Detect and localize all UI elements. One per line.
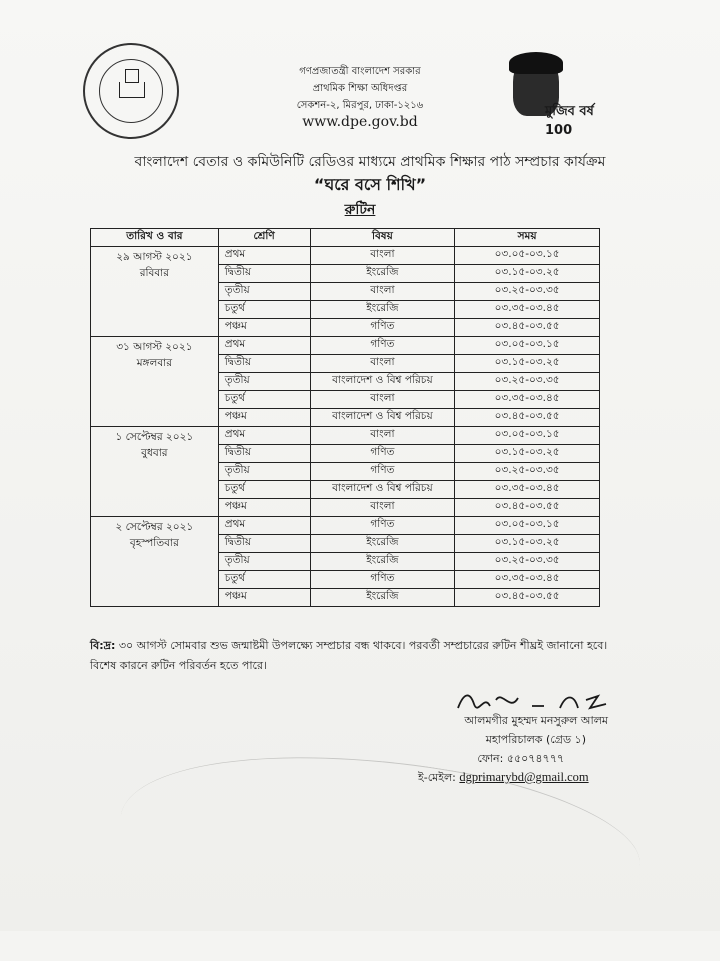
class-cell: পঞ্চম — [218, 499, 310, 517]
class-cell: প্রথম — [218, 337, 310, 355]
email-link[interactable]: dgprimarybd@gmail.com — [459, 770, 589, 784]
weekday-text: বৃহস্পতিবার — [129, 537, 179, 549]
class-cell: দ্বিতীয় — [218, 355, 310, 373]
subject-cell: বাংলা — [310, 355, 455, 373]
time-cell: ০৩.০৫-০৩.১৫ — [455, 427, 600, 445]
class-cell: দ্বিতীয় — [218, 265, 310, 283]
class-cell: চতুর্থ — [218, 391, 310, 409]
date-cell — [91, 247, 219, 337]
routine-table-body — [91, 247, 600, 607]
class-cell: প্রথম — [218, 427, 310, 445]
time-cell: ০৩.৩৫-০৩.৪৫ — [455, 481, 600, 499]
email-label: ই-মেইল: — [418, 771, 456, 784]
class-cell: চতুর্থ — [218, 571, 310, 589]
time-cell: ০৩.০৫-০৩.১৫ — [455, 337, 600, 355]
class-cell: চতুর্থ — [218, 481, 310, 499]
subject-cell: গণিত — [310, 337, 455, 355]
date-cell — [91, 517, 219, 607]
seal-pillar-icon — [125, 69, 139, 83]
subject-cell: গণিত — [310, 517, 455, 535]
time-cell: ০৩.২৫-০৩.৩৫ — [455, 553, 600, 571]
time-cell: ০৩.৩৫-০৩.৪৫ — [455, 571, 600, 589]
class-cell: প্রথম — [218, 517, 310, 535]
time-cell: ০৩.৪৫-০৩.৫৫ — [455, 499, 600, 517]
time-cell: ০৩.১৫-০৩.২৫ — [455, 445, 600, 463]
time-cell: ০৩.২৫-০৩.৩৫ — [455, 373, 600, 391]
time-cell: ০৩.১৫-০৩.২৫ — [455, 355, 600, 373]
document-title: বাংলাদেশ বেতার ও কমিউনিটি রেডিওর মাধ্যমে প্রাথমিক শিক্ষার পাঠ সম্প্রচার কার্যক্রম — [134, 154, 606, 170]
time-cell: ০৩.১৫-০৩.২৫ — [455, 265, 600, 283]
class-cell: দ্বিতীয় — [218, 445, 310, 463]
header-subject: বিষয় — [310, 229, 455, 247]
header-line-directorate: প্রাথমিক শিক্ষা অধিদপ্তর — [312, 83, 408, 94]
office-header — [230, 63, 490, 131]
header-website: www.dpe.gov.bd — [302, 114, 418, 130]
class-cell: চতুর্থ — [218, 301, 310, 319]
mujib-borsho-logo — [503, 52, 623, 138]
table-row — [91, 247, 600, 265]
class-cell: পঞ্চম — [218, 319, 310, 337]
time-cell: ০৩.৪৫-০৩.৫৫ — [455, 409, 600, 427]
table-row — [91, 517, 600, 535]
date-cell — [91, 337, 219, 427]
subject-cell: ইংরেজি — [310, 553, 455, 571]
date-text: ২ সেপ্টেম্বর ২০২১ — [115, 521, 194, 533]
time-cell: ০৩.০৫-০৩.১৫ — [455, 247, 600, 265]
date-text: ৩১ আগস্ট ২০২১ — [116, 341, 193, 353]
class-cell: তৃতীয় — [218, 373, 310, 391]
subject-cell: বাংলাদেশ ও বিশ্ব পরিচয় — [310, 481, 455, 499]
table-row — [91, 427, 600, 445]
subject-cell: ইংরেজি — [310, 301, 455, 319]
time-cell: ০৩.০৫-০৩.১৫ — [455, 517, 600, 535]
header-time: সময় — [455, 229, 600, 247]
routine-table — [90, 228, 600, 607]
subject-cell: বাংলাদেশ ও বিশ্ব পরিচয় — [310, 373, 455, 391]
mujib-logo-text: মুজিব বর্ষ 100 — [545, 104, 594, 138]
date-text: ২৯ আগস্ট ২০২১ — [116, 251, 193, 263]
class-cell: পঞ্চম — [218, 589, 310, 607]
time-cell: ০৩.২৫-০৩.৩৫ — [455, 283, 600, 301]
routine-heading — [90, 198, 630, 222]
table-header-row — [91, 229, 600, 247]
weekday-text: বুধবার — [141, 447, 168, 459]
subject-cell: বাংলা — [310, 427, 455, 445]
signature-block — [418, 711, 638, 787]
seal-book-icon — [119, 82, 145, 98]
header-date: তারিখ ও বার — [91, 229, 219, 247]
class-cell: তৃতীয় — [218, 463, 310, 481]
portrait-hair — [509, 52, 563, 74]
date-cell — [91, 427, 219, 517]
weekday-text: রবিবার — [139, 267, 170, 279]
subject-cell: বাংলাদেশ ও বিশ্ব পরিচয় — [310, 409, 455, 427]
subject-cell: বাংলা — [310, 499, 455, 517]
time-cell: ০৩.৩৫-০৩.৪৫ — [455, 301, 600, 319]
time-cell: ০৩.৩৫-০৩.৪৫ — [455, 391, 600, 409]
subject-cell: গণিত — [310, 463, 455, 481]
signatory-phone: ফোন: ৫৫০৭৪৭৭৭ — [477, 752, 564, 765]
subject-cell: বাংলা — [310, 391, 455, 409]
header-class: শ্রেণি — [218, 229, 310, 247]
subject-cell: ইংরেজি — [310, 535, 455, 553]
class-cell: পঞ্চম — [218, 409, 310, 427]
signatory-email-line — [418, 768, 638, 787]
class-cell: প্রথম — [218, 247, 310, 265]
time-cell: ০৩.২৫-০৩.৩৫ — [455, 463, 600, 481]
subject-cell: গণিত — [310, 319, 455, 337]
subject-cell: ইংরেজি — [310, 265, 455, 283]
program-subtitle: “ঘরে বসে শিখি” — [313, 175, 427, 194]
footnote-text: ৩০ আগস্ট সোমবার শুভ জন্মাষ্টমী উপলক্ষ্যে সম্প্রচার বন্ধ থাকবে। পরবর্তী সম্প্রচারের রুটিন শীঘ্রই জানানো হবে। বিশেষ কারনে রুটিন পরিবর্তন হতে পারে। — [90, 639, 608, 672]
government-seal-logo — [83, 43, 179, 139]
routine-label: রুটিন — [344, 202, 376, 218]
subject-cell: বাংলা — [310, 247, 455, 265]
class-cell: তৃতীয় — [218, 283, 310, 301]
footnote-label: বি:দ্র: — [90, 639, 116, 652]
class-cell: দ্বিতীয় — [218, 535, 310, 553]
subject-cell: গণিত — [310, 571, 455, 589]
table-row — [91, 337, 600, 355]
weekday-text: মঙ্গলবার — [136, 357, 173, 369]
time-cell: ০৩.৪৫-০৩.৫৫ — [455, 319, 600, 337]
signatory-name: আলমগীর মুহম্মদ মনসুরুল আলম — [464, 714, 608, 727]
date-text: ১ সেপ্টেম্বর ২০২১ — [115, 431, 194, 443]
header-line-address: সেকশন-২, মিরপুর, ঢাকা-১২১৬ — [296, 100, 424, 111]
subject-cell: গণিত — [310, 445, 455, 463]
time-cell: ০৩.৪৫-০৩.৫৫ — [455, 589, 600, 607]
signatory-designation: মহাপরিচালক (গ্রেড ১) — [485, 733, 586, 746]
footnote — [90, 636, 610, 676]
header-line-government: গণপ্রজাতন্ত্রী বাংলাদেশ সরকার — [299, 66, 421, 77]
subject-cell: ইংরেজি — [310, 589, 455, 607]
subject-cell: বাংলা — [310, 283, 455, 301]
time-cell: ০৩.১৫-০৩.২৫ — [455, 535, 600, 553]
class-cell: তৃতীয় — [218, 553, 310, 571]
